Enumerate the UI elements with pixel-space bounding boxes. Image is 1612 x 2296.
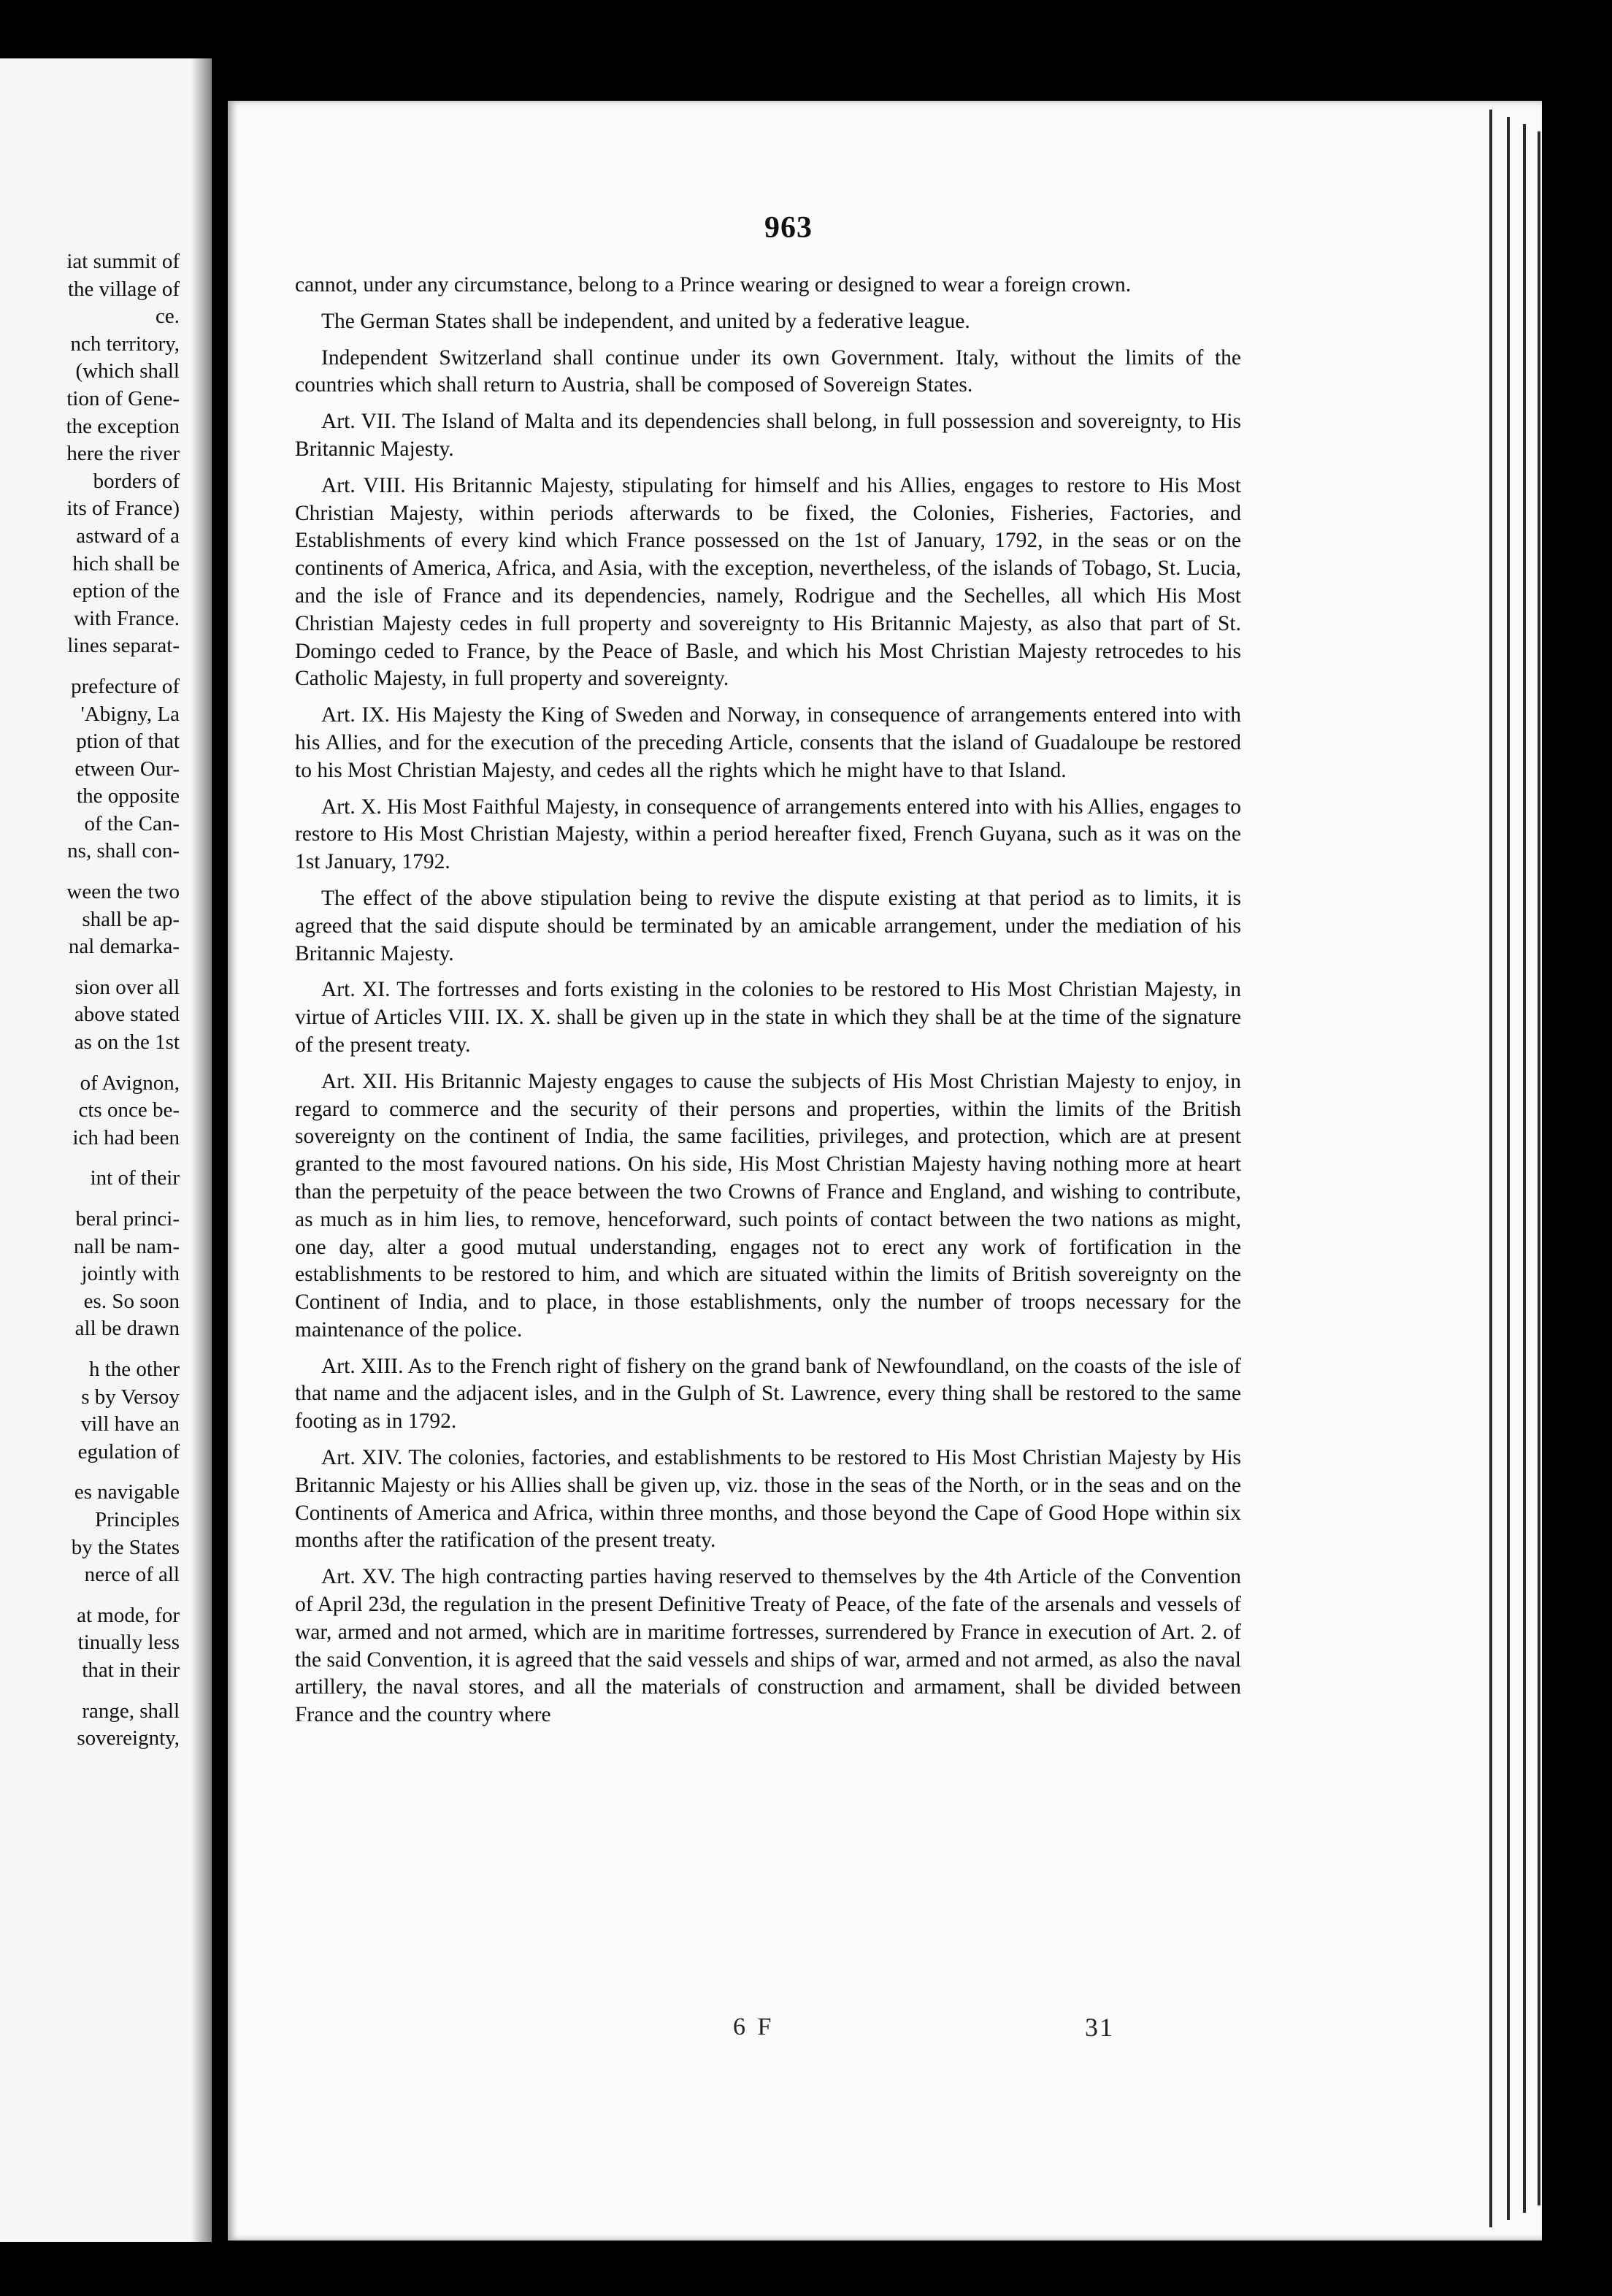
left-page-line: 'Abigny, La xyxy=(80,702,180,726)
page-edge xyxy=(1523,124,1526,2213)
left-page-gap xyxy=(0,1685,180,1698)
article-heading: Art. XIV. xyxy=(321,1446,403,1470)
left-page-line: int of their xyxy=(90,1166,180,1190)
treaty-text xyxy=(295,272,1241,1738)
left-page-line: that in their xyxy=(82,1658,180,1682)
paragraph xyxy=(295,345,1241,400)
left-page-line: tion of Gene- xyxy=(66,386,180,410)
left-page-line: etween Our- xyxy=(74,757,180,781)
paragraph-text: Independent Switzerland shall continue under its own Government. Italy, without the limits of the countries which shall return to Austria, shall be composed of Sovereign States. xyxy=(295,345,1241,397)
paragraph-text: As to the French right of fishery on the grand bank of Newfoundland, on the coasts of the isle of that name and the adjacent isles, and in the Gulph of St. Lawrence, every thing shall be restored to the same footing as in 1792. xyxy=(295,1354,1241,1434)
left-page-line: sion over all xyxy=(74,975,180,999)
left-page xyxy=(0,58,212,2242)
paragraph-text: cannot, under any circumstance, belong to a Prince wearing or designed to wear a foreign crown. xyxy=(295,273,1132,296)
left-page-line: by the States xyxy=(71,1535,180,1559)
left-page-line: of the Can- xyxy=(84,811,180,835)
left-page-line: the exception xyxy=(66,414,180,438)
left-page-line: nal demarka- xyxy=(68,935,180,959)
paragraph-text: The colonies, factories, and establishments to be restored to His Most Christian Majesty by His Britannic Majesty or his Allies shall be given up, viz. those in the seas of the North, or in the seas and on the Continents of America and Africa, within three months, and those beyond the Cape of Good Hope within six months after the ratification of the present treaty. xyxy=(295,1446,1241,1553)
signature-mark: 6 F xyxy=(733,2013,775,2040)
left-page-gap xyxy=(0,1589,180,1602)
article-heading: Art. XII. xyxy=(321,1069,398,1093)
left-page-line: ns, shall con- xyxy=(67,839,180,863)
left-page-line: range, shall xyxy=(82,1699,180,1723)
left-page-line: sovereignty, xyxy=(77,1726,180,1750)
page-edge xyxy=(1489,110,1492,2227)
footer-number: 31 xyxy=(1085,2013,1114,2042)
page-number: 963 xyxy=(764,211,813,245)
left-page-line: nch territory, xyxy=(70,332,180,356)
paragraph-text: The high contracting parties having reserved to themselves by the 4th Article of the Convention of April 23d, the regulation in the present Definitive Treaty of Peace, of the fate of the arsenals and vessels of war, armed and not armed, which are in maritime fortresses, surrendered by France in execution of Art. 2. of the said Convention, it is agreed that the said vessels and ships of war, armed and not armed, as also the naval artillery, the naval stores, and all the materials of construction and armament, shall be divided between France and the country where xyxy=(295,1565,1241,1727)
left-page-line: shall be ap- xyxy=(82,907,180,931)
paragraph xyxy=(295,408,1241,464)
article-heading: Art. X. xyxy=(321,795,382,819)
left-page-text-fragments xyxy=(0,248,180,1753)
paragraph xyxy=(295,1068,1241,1344)
paragraph-text: The German States shall be independent, and united by a federative league. xyxy=(321,309,970,333)
paragraph xyxy=(295,794,1241,876)
paragraph xyxy=(295,1353,1241,1436)
left-page-line: with France. xyxy=(74,606,180,630)
left-page-line: astward of a xyxy=(76,524,180,548)
left-page-line: ween the two xyxy=(66,880,180,904)
left-page-line: ich had been xyxy=(72,1125,180,1149)
paragraph xyxy=(295,472,1241,693)
left-page-line: s by Versoy xyxy=(81,1385,180,1409)
left-page-gap xyxy=(0,1057,180,1070)
page-edge xyxy=(1538,131,1540,2205)
paragraph-text: His Britannic Majesty, stipulating for himself and his Allies, engages to restore to His Most Christian Majesty, within periods afterwards to be fixed, the Colonies, Fisheries, Factories, and Establishments of every kind which France possessed on the 1st of January, 1792, in the seas or on the continents of America, Africa, and Asia, with the exception, nevertheless, of the islands of Tobago, St. Lucia, and the isle of France and its dependencies, namely, Rodrigue and the Sechelles, all which His Most Christian Majesty cedes in full property and sovereignty to His Britannic Majesty, as also that part of St. Domingo ceded to France, by the Peace of Basle, and which his Most Christian Majesty retrocedes to his Catholic Majesty, in full property and sovereignty. xyxy=(295,473,1241,691)
paragraph-text: His Majesty the King of Sweden and Norway, in consequence of arrangements entered into with his Allies, and for the execution of the preceding Article, consents that the island of Guadaloupe be restored to his Most Christian Majesty, and cedes all the rights which he might have to that Island. xyxy=(295,703,1242,782)
left-page-gap xyxy=(0,1466,180,1479)
left-page-line: lines separat- xyxy=(67,634,180,658)
left-page-line: at mode, for xyxy=(77,1603,180,1627)
left-page-line: the opposite xyxy=(77,784,180,808)
paragraph xyxy=(295,272,1241,299)
left-page-gap xyxy=(0,660,180,673)
left-page-gap xyxy=(0,1343,180,1356)
left-page-line: beral princi- xyxy=(75,1207,180,1231)
paragraph xyxy=(295,885,1241,968)
article-heading: Art. IX. xyxy=(321,703,390,727)
left-page-line: the village of xyxy=(67,277,180,301)
left-page-line: its of France) xyxy=(66,497,180,521)
paragraph-text: His Most Faithful Majesty, in consequence of arrangements entered into with his Allies, engages to restore to His Most Christian Majesty, within a period hereafter fixed, French Guyana, such as it was on the 1st January, 1792. xyxy=(295,795,1241,874)
left-page-line: ption of that xyxy=(76,730,180,754)
left-page-line: eption of the xyxy=(72,579,180,603)
left-page-line: here the river xyxy=(66,442,180,466)
left-page-line: of Avignon, xyxy=(80,1071,180,1095)
left-page-line: ce. xyxy=(156,305,180,329)
paragraph xyxy=(295,702,1241,784)
left-page-gap xyxy=(0,865,180,879)
article-heading: Art. XIII. xyxy=(321,1354,404,1378)
left-page-line: Principles xyxy=(95,1507,180,1531)
page-edge xyxy=(1507,117,1510,2220)
left-page-line: jointly with xyxy=(81,1262,180,1286)
article-heading: Art. VII. xyxy=(321,410,396,434)
left-page-line: above stated xyxy=(74,1003,180,1027)
left-page-line: iat summit of xyxy=(66,250,180,273)
left-page-line: prefecture of xyxy=(71,674,180,698)
article-heading: Art. XV. xyxy=(321,1565,396,1589)
left-page-line: hich shall be xyxy=(72,551,180,575)
paragraph-text: His Britannic Majesty engages to cause the subjects of His Most Christian Majesty to enjoy, in regard to commerce and the security of their persons and properties, within the limits of the British sovereignty on the continent of India, the same facilities, privileges, and protection, which are at present granted to the most favoured nations. On his side, His Most Christian Majesty having nothing more at heart than the perpetuity of the peace between the two Crowns of France and England, and wishing to contribute, as much as in him lies, to remove, henceforward, such points of contact between the two nations as might, one day, alter a good mutual understanding, engages not to erect any work of fortification in the establishments to be restored to him, and which are situated within the limits of British sovereignty on the Continent of India, and to place, in those establishments, only the number of troops necessary for the maintenance of the police. xyxy=(295,1069,1241,1342)
paragraph xyxy=(295,976,1241,1059)
left-page-gap xyxy=(0,1152,180,1165)
left-page-line: (which shall xyxy=(75,359,180,383)
left-page-line: all be drawn xyxy=(74,1317,180,1341)
paragraph xyxy=(295,308,1241,336)
left-page-line: es navigable xyxy=(74,1480,180,1504)
left-page-line: tinually less xyxy=(77,1631,180,1655)
paragraph-text: The fortresses and forts existing in the colonies to be restored to His Most Christian Majesty, in virtue of Articles VIII. IX. X. shall be given up in the state in which they shall be at the time of the signature of the present treaty. xyxy=(295,978,1241,1057)
left-page-line: nerce of all xyxy=(84,1563,180,1587)
article-heading: Art. XI. xyxy=(321,978,391,1002)
left-page-line: egulation of xyxy=(77,1439,180,1463)
left-page-line: as on the 1st xyxy=(74,1030,180,1055)
left-page-line: h the other xyxy=(88,1357,180,1381)
article-heading: Art. VIII. xyxy=(321,473,406,497)
left-page-line: cts once be- xyxy=(78,1098,180,1122)
left-page-line: vill have an xyxy=(80,1412,180,1436)
paragraph xyxy=(295,1564,1241,1729)
paragraph xyxy=(295,1444,1241,1555)
left-page-line: es. So soon xyxy=(83,1289,180,1313)
left-page-gap xyxy=(0,961,180,974)
left-page-gap xyxy=(0,1193,180,1206)
left-page-line: borders of xyxy=(93,469,180,493)
paragraph-text: The effect of the above stipulation being to revive the dispute existing at that period as to limits, it is agreed that the said dispute should be terminated by an amicable arrangement, under the mediation of his Britannic Majesty. xyxy=(295,886,1241,965)
paragraph-text: The Island of Malta and its dependencies shall belong, in full possession and sovereignty, to His Britannic Majesty. xyxy=(295,410,1241,461)
left-page-line: nall be nam- xyxy=(74,1234,180,1258)
